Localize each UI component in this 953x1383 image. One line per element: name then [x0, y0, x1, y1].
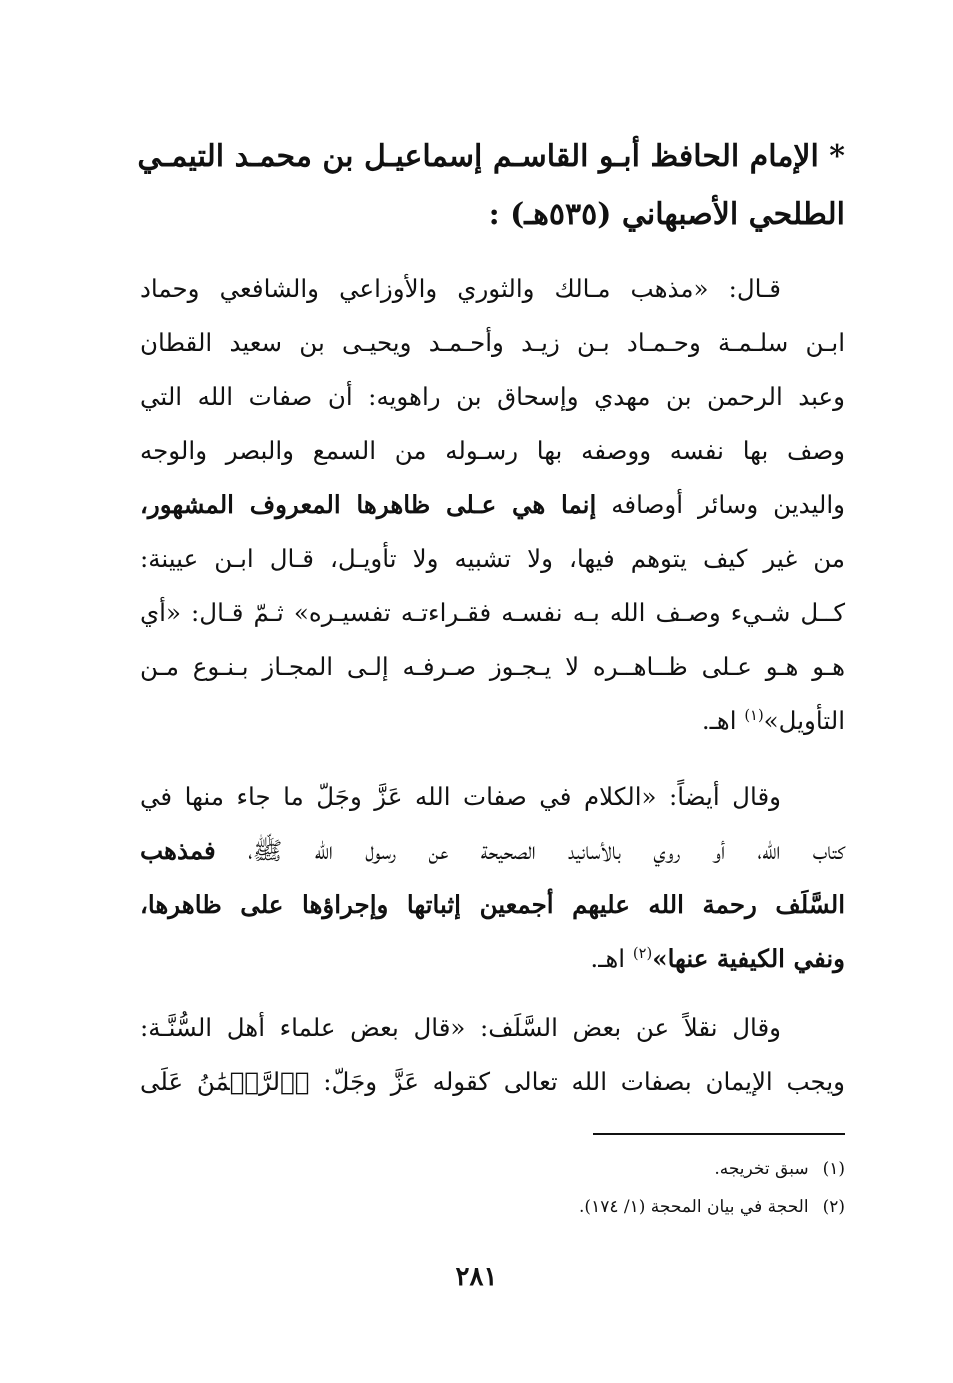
- text-run: التأويل»: [763, 706, 845, 735]
- bold-text-run: إنما هي عـلى ظاهرها المعروف المشهور،: [140, 490, 597, 519]
- heading-line-2: الطلحي الأصبهاني (٥٣٥هـ) :: [488, 197, 845, 232]
- paragraph-line: ابـن سلـمـة وحـمـاد بـن زيـد وأحـمـد ويحيـى بن سعيد القطان: [140, 328, 845, 357]
- footnote-text: الحجة في بيان المحجة (١/ ١٧٤).: [579, 1197, 809, 1217]
- footnote-text: سبق تخريجه.: [714, 1159, 809, 1179]
- paragraph-line: [140, 824, 845, 878]
- footnote-1: [140, 1150, 845, 1188]
- paragraph-line: قـال: «مذهب مـالك والثوري والأوزاعي والشافعي وحماد: [140, 274, 781, 303]
- footnote-divider: [593, 1133, 845, 1135]
- paragraph-line: وقال نقلاً عن بعض السَّلَف: «قال بعض علماء أهل السُّنَّـة:: [140, 1013, 781, 1042]
- paragraph-line: السَّلَف رحمة الله عليهم أجمعين إثباتها وإجراؤها على ظاهرها،: [140, 890, 845, 919]
- paragraph-line: ويجب الإيمان بصفات الله تعالى كقوله عَزَّ وجَلّ: ﴿ٱلرَّحۡمَٰنُ عَلَى: [140, 1067, 845, 1096]
- paragraph-3: [140, 1001, 845, 1109]
- paragraph-1: [140, 262, 845, 748]
- paragraph-2: [140, 770, 845, 986]
- text-run: كتاب الله، أو روي بالأسانيد الصحيحة عن رسول الله ﷺ،: [215, 836, 845, 865]
- footnote-ref-2: (٢): [632, 944, 653, 962]
- bold-text-run: فمذهب: [140, 836, 216, 865]
- footnote-ref-1: (١): [744, 706, 764, 724]
- paragraph-line: [140, 694, 845, 748]
- text-run: واليدين وسائر أوصافه: [596, 490, 845, 519]
- bold-text-run: ونفي الكيفية عنها»: [652, 944, 845, 973]
- page-number: ٢٨١: [455, 1262, 498, 1292]
- text-run: اهـ.: [701, 706, 745, 735]
- text-run: اهـ.: [590, 944, 633, 973]
- paragraph-line: وعبد الرحمن بن مهدي وإسحاق بن راهويه: أن صفات الله التي: [140, 382, 845, 411]
- paragraph-line: [140, 478, 845, 532]
- paragraph-line: [140, 932, 845, 986]
- footnote-number: (٢): [822, 1197, 845, 1217]
- section-heading: [137, 128, 845, 244]
- footnote-number: (١): [822, 1159, 845, 1179]
- heading-line-1: * الإمام الحافظ أبـو القاسـم إسماعيـل بن محمـد التيمـي: [137, 139, 845, 174]
- footnote-2: [140, 1188, 845, 1226]
- paragraph-line: وقال أيضاً: «الكلام في صفات الله عَزَّ وجَلّ ما جاء منها في: [140, 782, 781, 811]
- paragraph-line: كــل شـيء وصـف الله بـه نفسـه فقـراءتـه تفسيـره» ثـمّ قـال: «أي: [140, 598, 845, 627]
- paragraph-line: وصف بها نفسه ووصفه بها رسـوله من السمع والبصر والوجه: [140, 436, 845, 465]
- paragraph-line: من غير كيف يتوهم فيها، ولا تشبيه ولا تأويـل، قـال ابـن عيينة:: [140, 544, 845, 573]
- footnotes: [140, 1150, 845, 1226]
- paragraph-line: هـو هـو عـلى ظــاهــره لا يـجـوز صـرفـه إلـى المجـاز بـنـوع مـن: [140, 652, 845, 681]
